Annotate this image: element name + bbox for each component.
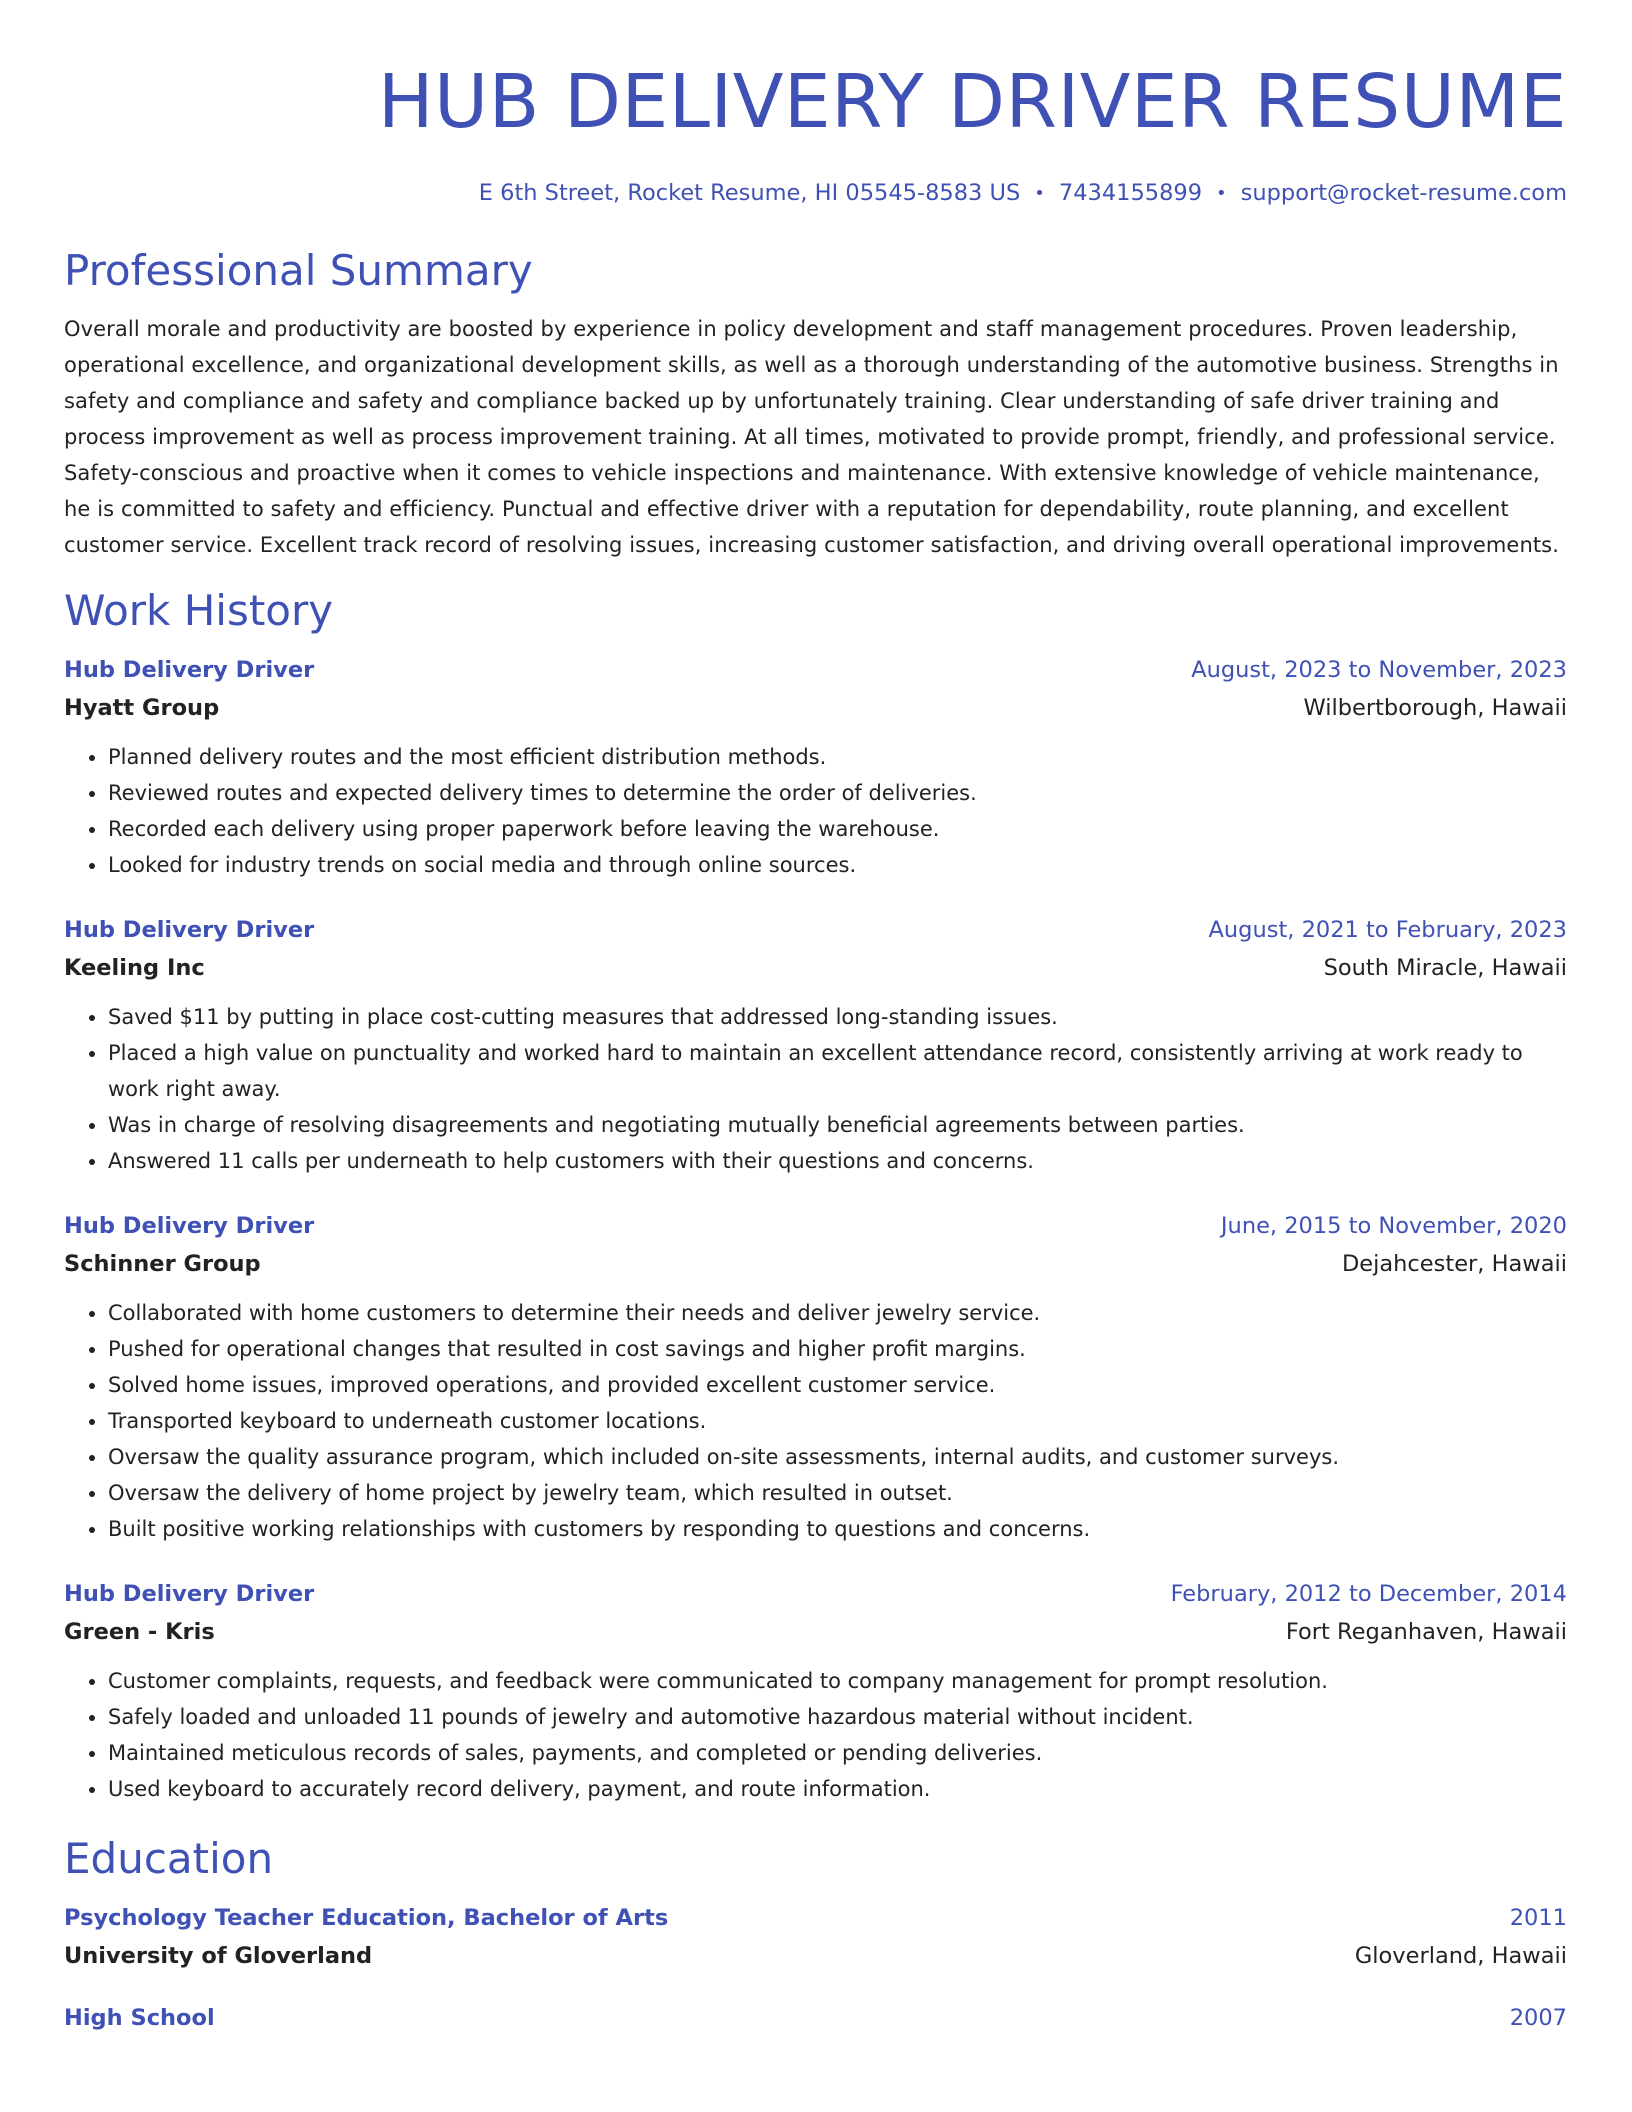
job-bullet: • Answered 11 calls per underneath to help customers with their questions and concerns.	[108, 1143, 1567, 1179]
job-entry	[64, 911, 1567, 1179]
job-bullet: • Was in charge of resolving disagreements and negotiating mutually beneficial agreements between parties.	[108, 1107, 1567, 1143]
resume-page	[64, 52, 1567, 2037]
job-location: Wilbertborough, Hawaii	[1303, 695, 1567, 721]
contact-phone: 7434155899	[1058, 180, 1203, 206]
job-bullet: • Reviewed routes and expected delivery times to determine the order of deliveries.	[108, 775, 1567, 811]
job-dates: August, 2023 to November, 2023	[1191, 657, 1567, 683]
job-company: Keeling Inc	[64, 955, 205, 981]
job-entry	[64, 1575, 1567, 1807]
job-bullet: • Oversaw the quality assurance program, which included on-site assessments, internal audits, and customer surveys.	[108, 1439, 1567, 1475]
job-bullet: • Built positive working relationships with customers by responding to questions and concerns.	[108, 1511, 1567, 1547]
job-bullet-list	[64, 999, 1567, 1179]
job-title: Hub Delivery Driver	[64, 657, 315, 683]
job-title-row	[64, 1575, 1567, 1613]
job-bullet: • Oversaw the delivery of home project by jewelry team, which resulted in outset.	[108, 1475, 1567, 1511]
job-bullet: • Saved $11 by putting in place cost-cutting measures that addressed long-standing issues.	[108, 999, 1567, 1035]
job-title: Hub Delivery Driver	[64, 1213, 315, 1239]
contact-separator: •	[1216, 183, 1227, 204]
job-bullet: • Placed a high value on punctuality and worked hard to maintain an excellent attendance record, consistently arriving at work ready to work right away.	[108, 1035, 1567, 1107]
job-bullet: • Customer complaints, requests, and feedback were communicated to company management for prompt resolution.	[108, 1663, 1567, 1699]
contact-address: E 6th Street, Rocket Resume, HI 05545-8583 US	[478, 180, 1021, 206]
education-degree-row	[64, 1899, 1567, 1937]
job-company-row	[64, 689, 1567, 727]
education-year: 2007	[1509, 2005, 1567, 2031]
job-entry	[64, 651, 1567, 883]
job-company: Schinner Group	[64, 1251, 261, 1277]
job-dates: August, 2021 to February, 2023	[1208, 917, 1567, 943]
job-bullet: • Recorded each delivery using proper paperwork before leaving the warehouse.	[108, 811, 1567, 847]
contact-separator: •	[1034, 183, 1045, 204]
section-heading-summary: Professional Summary	[64, 246, 533, 295]
job-company-row	[64, 1245, 1567, 1283]
professional-summary-section	[64, 243, 1567, 563]
section-heading-work-history: Work History	[64, 586, 334, 635]
job-bullet: • Transported keyboard to underneath customer locations.	[108, 1403, 1567, 1439]
job-bullet: • Collaborated with home customers to determine their needs and deliver jewelry service.	[108, 1295, 1567, 1331]
job-title: Hub Delivery Driver	[64, 1581, 315, 1607]
job-title: Hub Delivery Driver	[64, 917, 315, 943]
job-bullet-list	[64, 739, 1567, 883]
job-entry	[64, 1207, 1567, 1547]
education-entry	[64, 1899, 1567, 1975]
job-bullet: • Pushed for operational changes that resulted in cost savings and higher profit margins.	[108, 1331, 1567, 1367]
job-company: Hyatt Group	[64, 695, 220, 721]
job-company-row	[64, 949, 1567, 987]
job-location: Dejahcester, Hawaii	[1341, 1251, 1567, 1277]
job-bullet: • Safely loaded and unloaded 11 pounds of jewelry and automotive hazardous material without incident.	[108, 1699, 1567, 1735]
job-company: Green - Kris	[64, 1619, 215, 1645]
job-bullet-list	[64, 1295, 1567, 1547]
job-title-row	[64, 1207, 1567, 1245]
job-bullet: • Used keyboard to accurately record delivery, payment, and route information.	[108, 1771, 1567, 1807]
education-school-row	[64, 1937, 1567, 1975]
job-bullet: • Looked for industry trends on social media and through online sources.	[108, 847, 1567, 883]
resume-title: HUB DELIVERY DRIVER RESUME	[377, 59, 1567, 145]
job-location: South Miracle, Hawaii	[1323, 955, 1567, 981]
contact-email: support@rocket-resume.com	[1240, 180, 1567, 206]
contact-line	[64, 178, 1567, 209]
education-school: University of Gloverland	[64, 1943, 373, 1969]
job-dates: June, 2015 to November, 2020	[1220, 1213, 1567, 1239]
education-section	[64, 1831, 1567, 2037]
job-company-row	[64, 1613, 1567, 1651]
education-entry	[64, 1999, 1567, 2037]
job-location: Fort Reganhaven, Hawaii	[1285, 1619, 1567, 1645]
education-degree: High School	[64, 2005, 215, 2031]
job-bullet: • Solved home issues, improved operations, and provided excellent customer service.	[108, 1367, 1567, 1403]
summary-text: Overall morale and productivity are boosted by experience in policy development and staff management procedures. Proven leadership, operational excellence, and organizational development skills, as well as a thorough understanding of the automotive business. Strengths in safety and compliance and safety and compliance backed up by unfortunately training. Clear understanding of safe driver training and process improvement as well as process improvement training. At all times, motivated to provide prompt, friendly, and professional service. Safety-conscious and proactive when it comes to vehicle inspections and maintenance. With extensive knowledge of vehicle maintenance, he is committed to safety and efficiency. Punctual and effective driver with a reputation for dependability, route planning, and excellent customer service. Excellent track record of resolving issues, increasing customer satisfaction, and driving overall operational improvements.	[64, 317, 1559, 557]
section-heading-education: Education	[64, 1834, 274, 1883]
job-dates: February, 2012 to December, 2014	[1170, 1581, 1567, 1607]
job-title-row	[64, 651, 1567, 689]
education-location: Gloverland, Hawaii	[1354, 1943, 1567, 1969]
job-bullet-list	[64, 1663, 1567, 1807]
education-year: 2011	[1509, 1905, 1567, 1931]
education-degree: Psychology Teacher Education, Bachelor of Arts	[64, 1905, 669, 1931]
job-bullet: • Maintained meticulous records of sales, payments, and completed or pending deliveries.	[108, 1735, 1567, 1771]
job-bullet: • Planned delivery routes and the most efficient distribution methods.	[108, 739, 1567, 775]
education-degree-row	[64, 1999, 1567, 2037]
work-history-section	[64, 583, 1567, 1807]
job-title-row	[64, 911, 1567, 949]
